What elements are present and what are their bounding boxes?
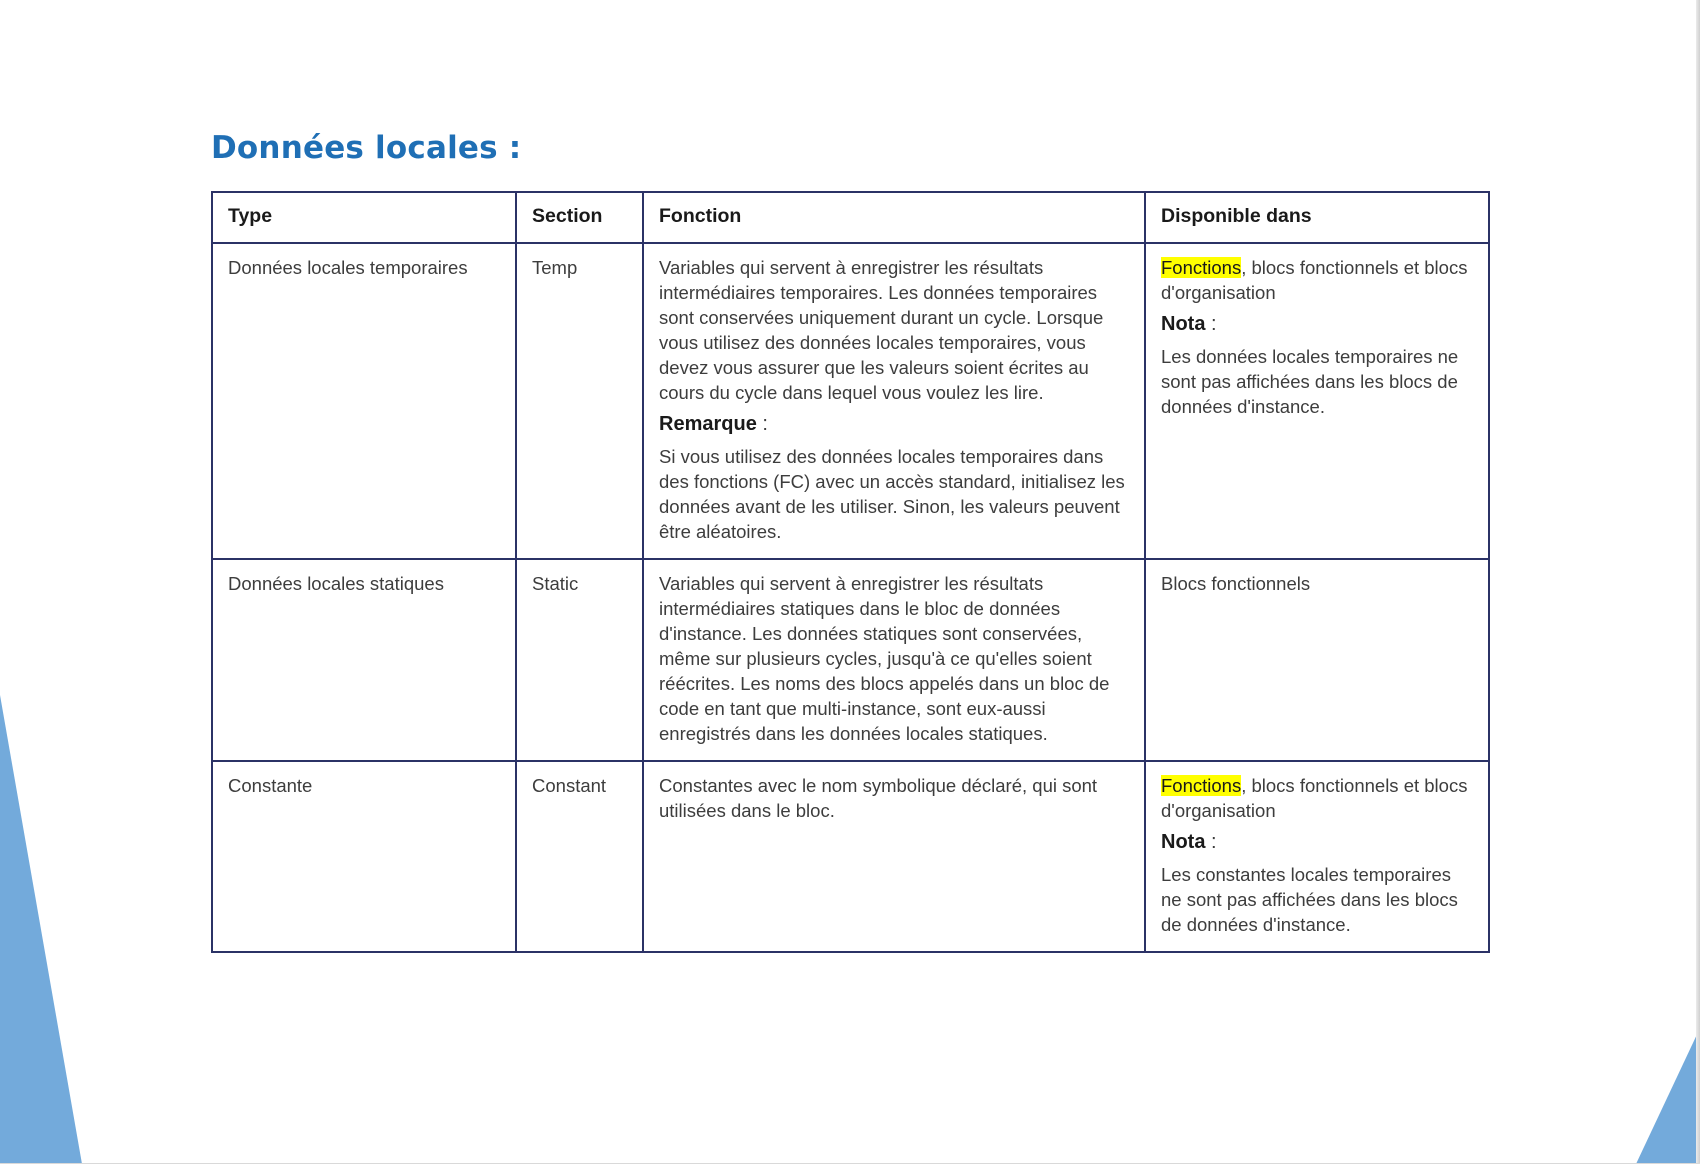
- page-title: Données locales :: [211, 130, 522, 166]
- nota-label: Nota: [1161, 831, 1206, 853]
- fonction-text: Variables qui servent à enregistrer les résultats intermédiaires temporaires. Les données temporaires sont conservées uniquement durant un cycle. Lorsque vous utilisez des données locales temporaires, vous devez vous assurer que les valeurs soient écrites au cours du cycle dans lequel vous voulez les lire.: [659, 257, 1104, 403]
- cell-type: [212, 559, 516, 761]
- remarque-heading: [659, 412, 1130, 437]
- remarque-separator: :: [756, 413, 768, 435]
- cell-section: [516, 243, 643, 559]
- nota-text: Les données locales temporaires ne sont pas affichées dans les blocs de données d'instance.: [1161, 346, 1459, 417]
- disponible-rest: , blocs fonctionnels et blocs d'organisation: [1161, 257, 1468, 303]
- cell-type-text: Données locales statiques: [228, 573, 444, 594]
- nota-heading: [1161, 312, 1474, 337]
- header-section: Section: [516, 192, 643, 243]
- disponible-text: [1161, 255, 1474, 305]
- cell-fonction: [643, 761, 1145, 952]
- nota-separator: :: [1205, 313, 1217, 335]
- disponible-text: [1161, 773, 1474, 823]
- cell-fonction: [643, 243, 1145, 559]
- header-disponible-dans: Disponible dans: [1145, 192, 1489, 243]
- cell-type-text: Constante: [228, 775, 313, 796]
- nota-separator: :: [1205, 831, 1217, 853]
- cell-section: [516, 559, 643, 761]
- cell-disponible: [1145, 761, 1489, 952]
- cell-fonction: [643, 559, 1145, 761]
- header-type: Type: [212, 192, 516, 243]
- fonction-text: Constantes avec le nom symbolique déclaré, qui sont utilisées dans le bloc.: [659, 775, 1098, 821]
- cell-type: [212, 243, 516, 559]
- cell-section-text: Static: [532, 573, 579, 594]
- left-decor-triangle: [0, 695, 82, 1164]
- cell-section: [516, 761, 643, 952]
- highlighted-term: Fonctions: [1161, 775, 1242, 796]
- table-row: [212, 761, 1489, 952]
- header-fonction: Fonction: [643, 192, 1145, 243]
- cell-section-text: Constant: [532, 775, 607, 796]
- disponible-rest: , blocs fonctionnels et blocs d'organisation: [1161, 775, 1468, 821]
- table-row: [212, 559, 1489, 761]
- nota-text: Les constantes locales temporaires ne sont pas affichées dans les blocs de données d'instance.: [1161, 864, 1458, 935]
- cell-disponible: [1145, 243, 1489, 559]
- highlighted-term: Fonctions: [1161, 257, 1242, 278]
- cell-section-text: Temp: [532, 257, 578, 278]
- nota-heading: [1161, 830, 1474, 855]
- cell-type: [212, 761, 516, 952]
- remarque-text: Si vous utilisez des données locales temporaires dans des fonctions (FC) avec un accès standard, initialisez les données avant de les utiliser. Sinon, les valeurs peuvent être aléatoires.: [659, 446, 1125, 542]
- remarque-label: Remarque: [659, 413, 757, 435]
- local-data-table: [211, 191, 1490, 953]
- table-header-row: [212, 192, 1489, 243]
- slide-right-edge: [1696, 0, 1700, 1164]
- cell-disponible: [1145, 559, 1489, 761]
- cell-type-text: Données locales temporaires: [228, 257, 468, 278]
- fonction-text: Variables qui servent à enregistrer les résultats intermédiaires statiques dans le bloc de données d'instance. Les données statiques sont conservées, même sur plusieurs cycles, jusqu'à ce qu'elles soient réécrites. Les noms des blocs appelés dans un bloc de code en tant que multi-instance, sont eux-aussi enregistrés dans les données locales statiques.: [659, 573, 1110, 744]
- disponible-text: Blocs fonctionnels: [1161, 573, 1311, 594]
- table-row: [212, 243, 1489, 559]
- nota-label: Nota: [1161, 313, 1206, 335]
- right-decor-triangle: [1636, 1028, 1700, 1164]
